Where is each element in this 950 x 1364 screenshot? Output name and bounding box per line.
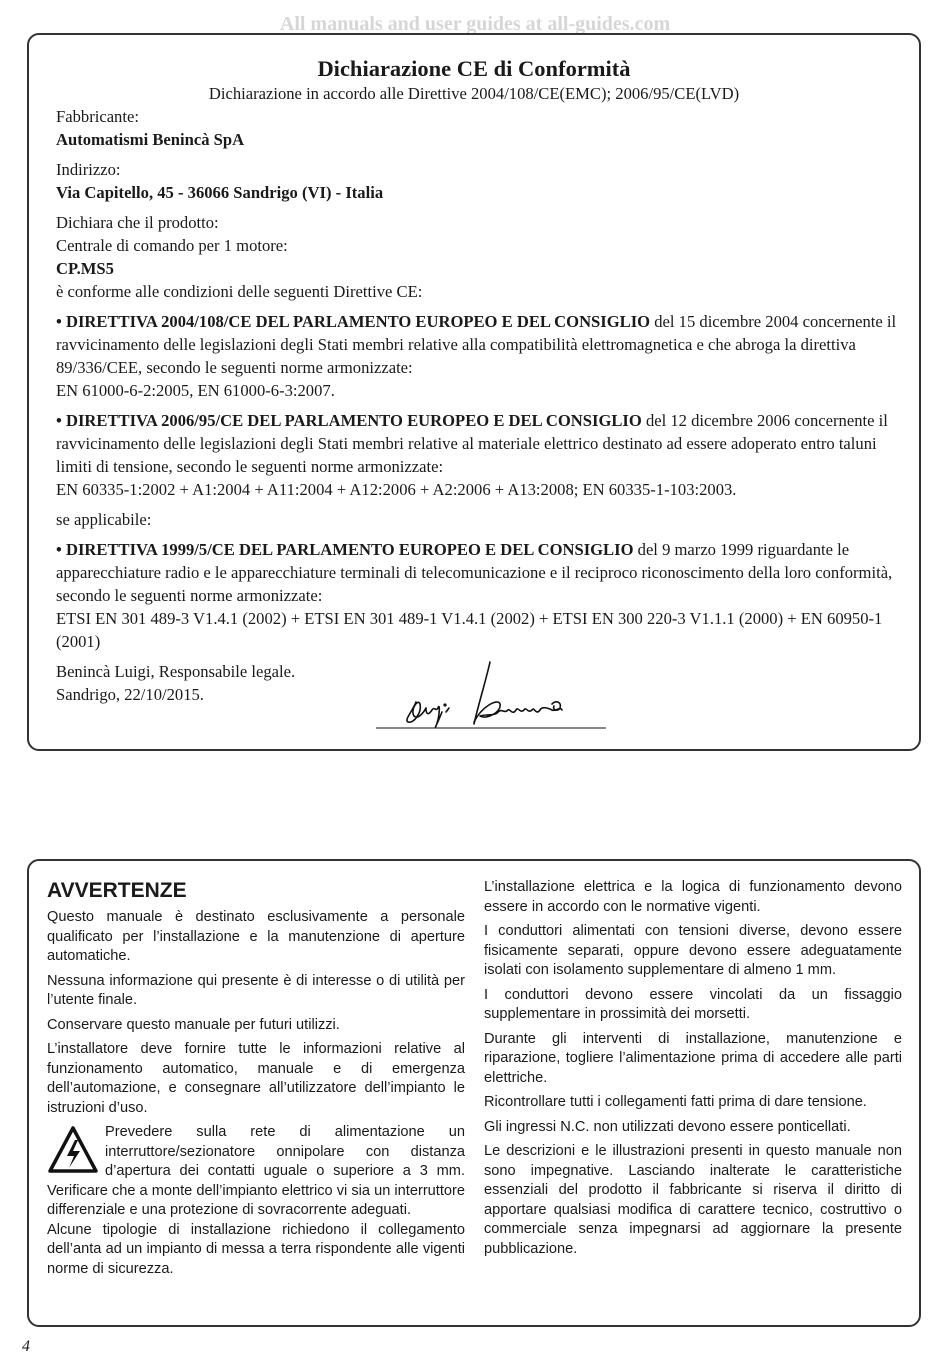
page-number: 4 <box>22 1338 30 1355</box>
warning-paragraph: L’installatore deve fornire tutte le informazioni relative al funzionamento automatico, manuale e di emergenza dell’automazione, e consegnare all’utilizzatore dell’impianto le istruzioni d’uso. <box>47 1041 465 1116</box>
warning-paragraph: Questo manuale è destinato esclusivamente a personale qualificato per l’installazione e la manutenzione di aperture automatiche. <box>47 909 465 964</box>
warning-paragraph: I conduttori alimentati con tensioni diverse, devono essere fisicamente separati, oppure devono essere adeguatamente isolati con isolamento supplementare di almeno 1 mm. <box>484 923 902 978</box>
warning-paragraph: L’installazione elettrica e la logica di funzionamento devono essere in accordo con le normative vigenti. <box>484 879 902 915</box>
directive-3-text: del 9 marzo 1999 riguardante le apparecchiature radio e le apparecchiature terminali di telecomunicazione e il reciproco riconoscimento della loro conformità, secondo le seguenti norme armonizzate: <box>56 540 893 605</box>
signature-area <box>56 660 898 740</box>
warnings-title: AVVERTENZE <box>47 879 187 902</box>
directive-1-title: • DIRETTIVA 2004/108/CE DEL PARLAMENTO EUROPEO E DEL CONSIGLIO <box>56 312 651 331</box>
hazard-note <box>47 1123 465 1221</box>
warnings-left-column <box>47 908 465 1284</box>
place-date: Sandrigo, 22/10/2015. <box>56 685 204 704</box>
declaration-body <box>56 105 898 653</box>
warning-paragraph: Ricontrollare tutti i collegamenti fatti prima di dare tensione. <box>484 1094 867 1110</box>
if-applicable-text: se applicabile: <box>56 510 152 529</box>
directive-3-norms: ETSI EN 301 489-3 V1.4.1 (2002) + ETSI EN 301 489-1 V1.4.1 (2002) + ETSI EN 300 220-3 V1.1.1 (2000) + EN 60950-1 (2001) <box>56 609 883 651</box>
warnings-right-column <box>484 878 902 1264</box>
warning-paragraph: Nessuna informazione qui presente è di interesse o di utilità per l’utente finale. <box>47 972 465 1008</box>
address-label: Indirizzo: <box>56 160 121 179</box>
directive-2-norms: EN 60335-1:2002 + A1:2004 + A11:2004 + A12:2006 + A2:2006 + A13:2008; EN 60335-1-103:2003. <box>56 480 737 499</box>
directive-2 <box>56 409 898 478</box>
directive-1-norms: EN 61000-6-2:2005, EN 61000-6-3:2007. <box>56 381 335 400</box>
directive-1-text: del 15 dicembre 2004 concernente il ravvicinamento delle legislazioni degli Stati membri relative alla compatibilità elettromagnetica e che abroga la direttiva 89/336/CEE, secondo le seguenti norme armonizzate: <box>56 312 897 377</box>
product-description: Centrale di comando per 1 motore: <box>56 236 288 255</box>
hazard-text: Prevedere sulla rete di alimentazione un interruttore/sezionatore onnipolare con distanza d’apertura dei contatti uguale o superiore a 3 mm. Verificare che a monte dell’impianto elettrico vi sia un interruttore differenziale e una protezione di sovracorrente adeguati. <box>47 1124 465 1218</box>
directive-3 <box>56 538 898 607</box>
signer-name: Benincà Luigi, Responsabile legale. <box>56 662 296 681</box>
signature-image <box>374 650 610 734</box>
electric-hazard-icon <box>47 1125 99 1175</box>
declaration-box <box>27 33 921 751</box>
warnings-box <box>27 859 921 1327</box>
address-value: Via Capitello, 45 - 36066 Sandrigo (VI) - Italia <box>56 183 384 202</box>
declares-text: Dichiara che il prodotto: <box>56 213 219 232</box>
directive-2-title: • DIRETTIVA 2006/95/CE DEL PARLAMENTO EUROPEO E DEL CONSIGLIO <box>56 411 642 430</box>
manufacturer-label: Fabbricante: <box>56 107 139 126</box>
warning-paragraph: Le descrizioni e le illustrazioni presenti in questo manuale non sono impegnative. Lasciando inalterate le caratteristiche essenziali del prodotto il fabbricante si riserva il diritto di apportare qualsiasi modifica di carattere tecnico, costruttivo o commerciale senza impegnarsi ad aggiornare la presente pubblicazione. <box>484 1143 902 1257</box>
conformity-text: è conforme alle condizioni delle seguenti Direttive CE: <box>56 282 423 301</box>
warning-paragraph: Durante gli interventi di installazione, manutenzione e riparazione, togliere l’alimentazione prima di accedere alle parti elettriche. <box>484 1030 902 1086</box>
warning-paragraph: Conservare questo manuale per futuri utilizzi. <box>47 1016 340 1033</box>
warning-paragraph: I conduttori devono essere vincolati da un fissaggio supplementare in prossimità dei morsetti. <box>484 986 902 1022</box>
warning-paragraph: Alcune tipologie di installazione richiedono il collegamento dell’anta ad un impianto di messa a terra rispondente alle vigenti norme di sicurezza. <box>47 1221 465 1277</box>
directive-3-title: • DIRETTIVA 1999/5/CE DEL PARLAMENTO EUROPEO E DEL CONSIGLIO <box>56 540 634 559</box>
manufacturer-name: Automatismi Benincà SpA <box>56 130 245 149</box>
product-code: CP.MS5 <box>56 259 114 278</box>
warning-paragraph: Gli ingressi N.C. non utilizzati devono essere ponticellati. <box>484 1118 851 1135</box>
declaration-subtitle: Dichiarazione in accordo alle Direttive 2004/108/CE(EMC); 2006/95/CE(LVD) <box>208 84 740 103</box>
directive-2-text: del 12 dicembre 2006 concernente il ravvicinamento delle legislazioni degli Stati membri relative al materiale elettrico destinato ad essere adoperato entro taluni limiti di tensione, secondo le seguenti norme armonizzate: <box>56 411 888 476</box>
watermark: All manuals and user guides at all-guides.com <box>279 13 671 35</box>
directive-1 <box>56 310 898 379</box>
declaration-title: Dichiarazione CE di Conformità <box>317 56 631 81</box>
